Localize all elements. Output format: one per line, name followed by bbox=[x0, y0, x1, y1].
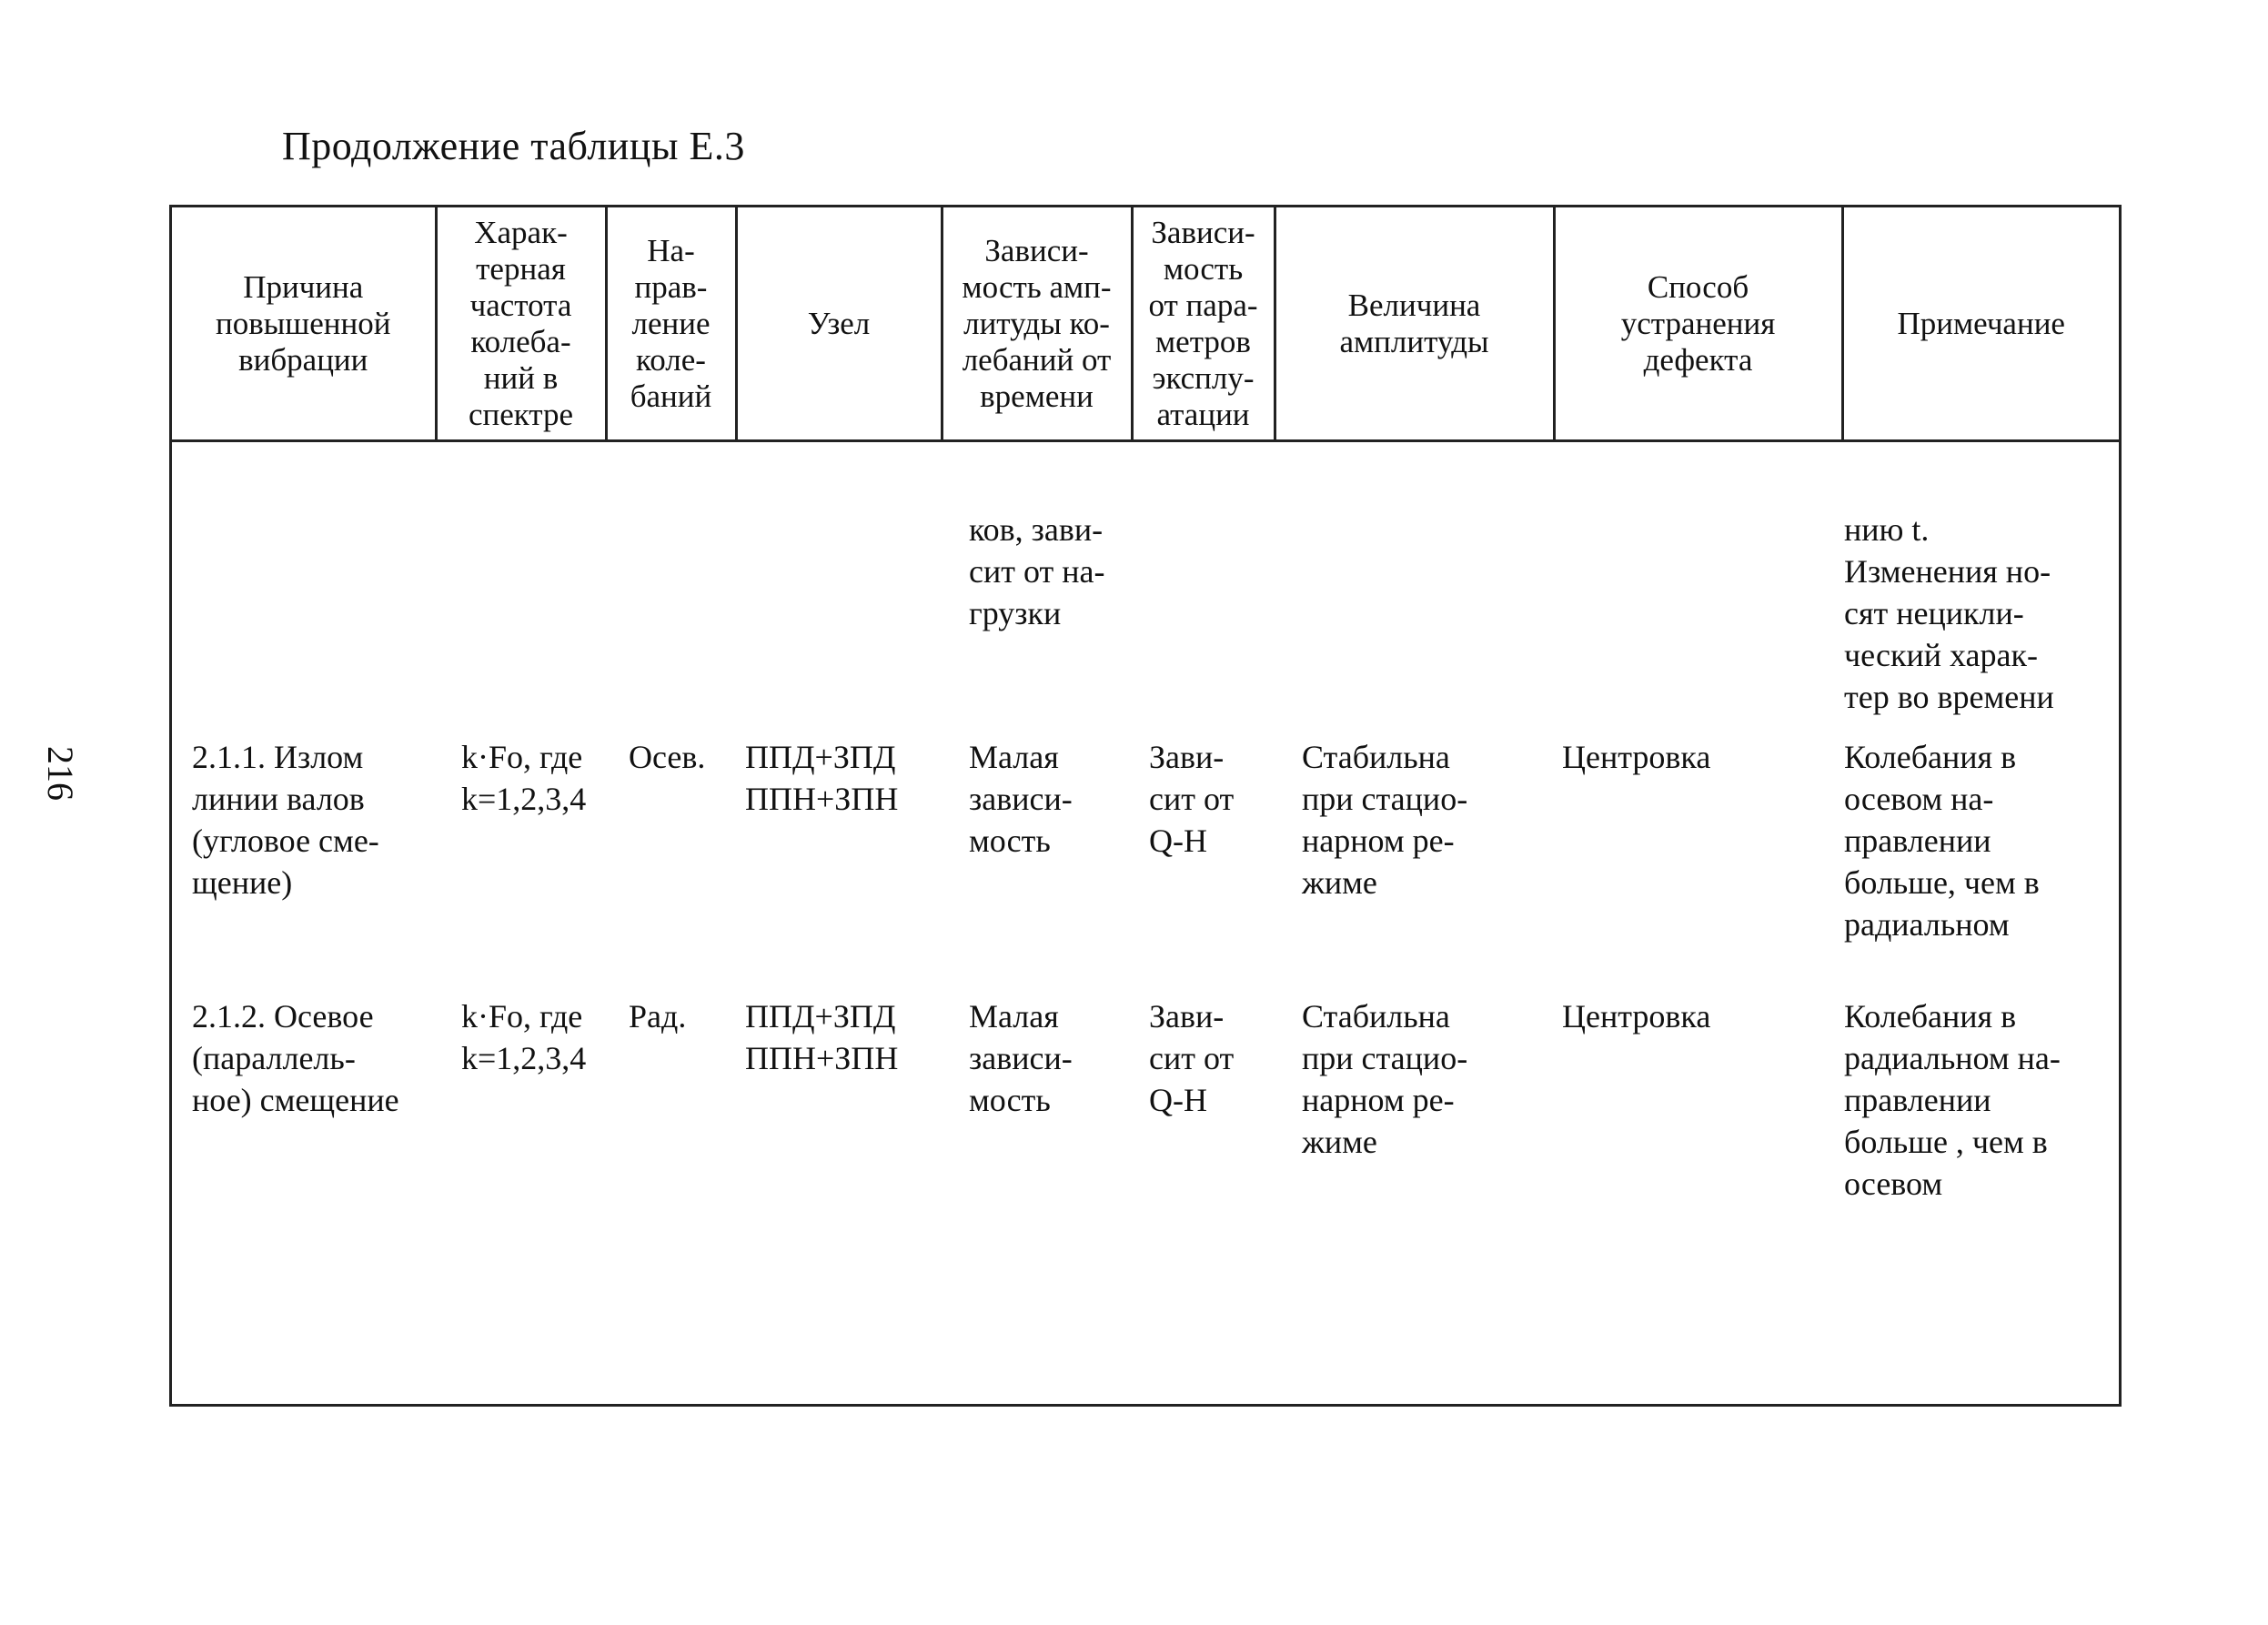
header-amplitude: Величина амплитуды bbox=[1275, 207, 1554, 441]
row-remedy: Центровка bbox=[1562, 998, 1711, 1035]
row-node: ППД+ЗПД ППН+ЗПН bbox=[745, 739, 899, 817]
page-number: 216 bbox=[40, 746, 81, 801]
row-remedy: Центровка bbox=[1562, 739, 1711, 775]
table-row bbox=[172, 959, 2119, 1232]
row-frequency: k·Fo, где k=1,2,3,4 bbox=[461, 739, 587, 817]
header-note: Примечание bbox=[1842, 207, 2119, 441]
row-dependence-params: Зави- сит от Q-H bbox=[1149, 739, 1235, 859]
row-dependence-time: Малая зависи- мость bbox=[969, 739, 1073, 859]
table-row bbox=[172, 700, 2119, 959]
table-frame bbox=[169, 205, 2122, 1407]
header-direction: На- прав- ление коле- баний bbox=[606, 207, 736, 441]
header-remedy: Способ устранения дефекта bbox=[1554, 207, 1842, 441]
header-dependence-time: Зависи- мость амп- литуды ко- лебаний от времени bbox=[942, 207, 1132, 441]
row-direction: Осев. bbox=[629, 739, 706, 775]
header-frequency: Харак- терная частота колеба- ний в спектре bbox=[436, 207, 606, 441]
table-body bbox=[172, 445, 2119, 1232]
row-node: ППД+ЗПД ППН+ЗПН bbox=[745, 998, 899, 1076]
row-dependence-params: Зави- сит от Q-H bbox=[1149, 998, 1235, 1118]
row-amplitude: Стабильна при стацио- нарном ре- жиме bbox=[1302, 739, 1468, 901]
continuation-dependence-time: ков, зави- сит от на- грузки bbox=[969, 511, 1105, 631]
row-amplitude: Стабильна при стацио- нарном ре- жиме bbox=[1302, 998, 1468, 1160]
row-direction: Рад. bbox=[629, 998, 687, 1035]
table-header bbox=[172, 207, 2119, 442]
continuation-note: нию t. Изменения но- сят нецикли- ческий харак- тер во времени bbox=[1844, 511, 2054, 715]
row-dependence-time: Малая зависи- мость bbox=[969, 998, 1073, 1118]
row-note: Колебания в осевом на- правлении больше, чем в радиальном bbox=[1844, 739, 2040, 943]
row-frequency: k·Fo, где k=1,2,3,4 bbox=[461, 998, 587, 1076]
row-note: Колебания в радиальном на- правлении больше , чем в осевом bbox=[1844, 998, 2061, 1202]
row-cause: 2.1.1. Излом линии валов (угловое сме- щение) bbox=[192, 739, 379, 901]
header-cause: Причина повышенной вибрации bbox=[172, 207, 436, 441]
header-dependence-params: Зависи- мость от пара- метров эксплу- атации bbox=[1132, 207, 1275, 441]
table-caption: Продолжение таблицы Е.3 bbox=[282, 124, 745, 168]
continuation-row bbox=[172, 445, 2119, 715]
header-node: Узел bbox=[736, 207, 942, 441]
row-cause: 2.1.2. Осевое (параллель- ное) смещение bbox=[192, 998, 399, 1118]
